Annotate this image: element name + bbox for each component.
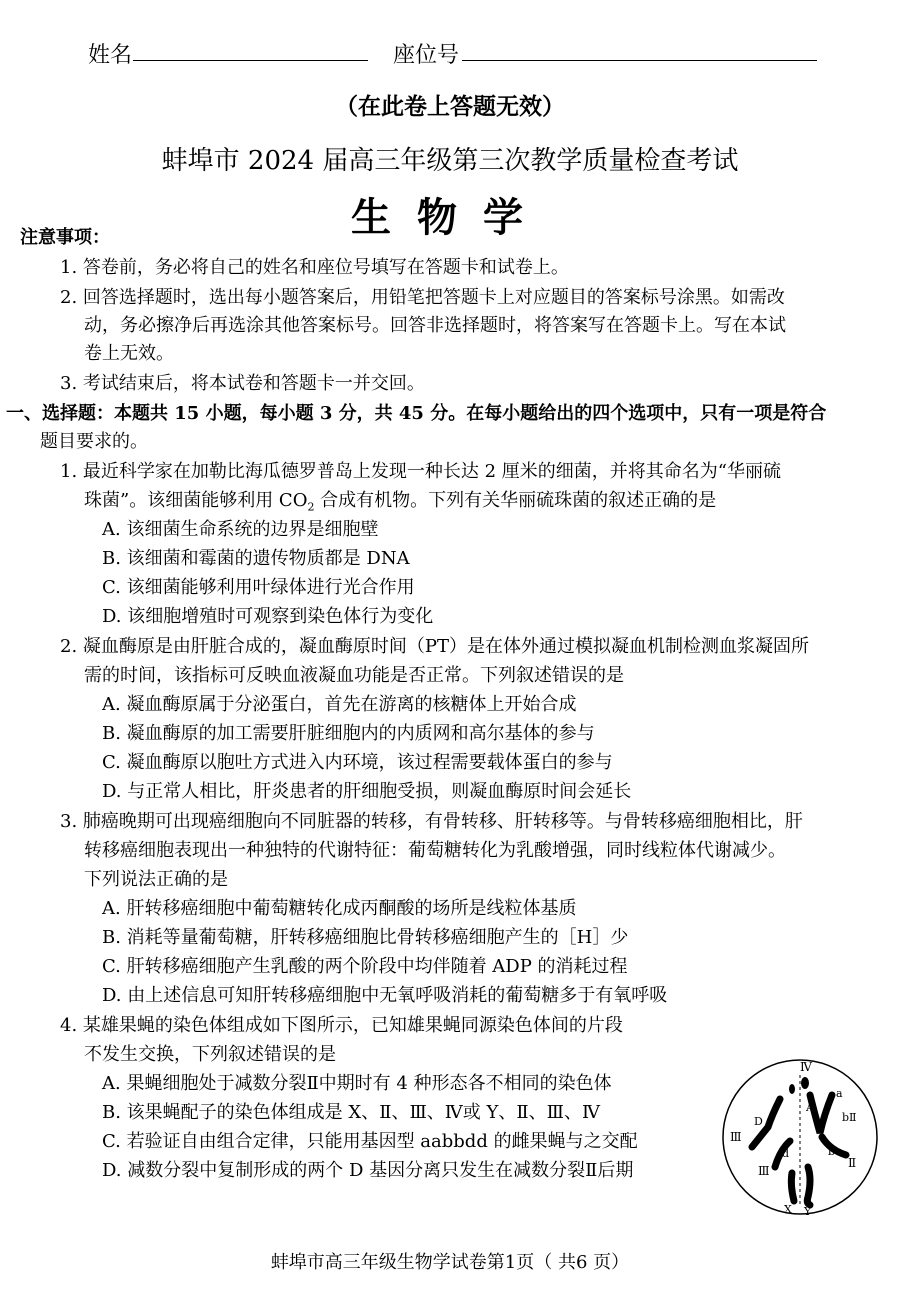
label-x: X	[784, 1203, 792, 1216]
name-label: 姓名	[88, 43, 133, 68]
section-heading-text: 一、选择题：本题共 15 小题，每小题 3 分，共 45 分。在每小题给出的四个选项中，只有一项是符合	[6, 403, 827, 424]
question-1-option-a: A. 该细菌生命系统的边界是细胞壁	[102, 519, 379, 540]
instruction-line: 2. 回答选择题时，选出每小题答案后，用铅笔把答题卡上对应题目的答案标号涂黑。如需改	[60, 287, 785, 308]
name-underline	[133, 60, 368, 61]
question-1-option-d: D. 该细胞增殖时可观察到染色体行为变化	[102, 606, 434, 627]
chromosome-y	[807, 1167, 810, 1205]
question-3-stem-cont2: 下列说法正确的是	[84, 869, 228, 890]
q1-co2-sub: 2	[307, 500, 315, 514]
exam-title: 蚌埠市 2024 届高三年级第三次教学质量检查考试	[161, 146, 739, 176]
label-b: b	[828, 1145, 836, 1158]
question-3-option-b: B. 消耗等量葡萄糖，肝转移癌细胞比骨转移癌细胞产生的［H］少	[102, 927, 629, 948]
name-field	[88, 38, 132, 69]
question-4-option-d: D. 减数分裂中复制形成的两个 D 基因分离只发生在减数分裂Ⅱ后期	[102, 1160, 634, 1181]
q1-stem-post: 合成有机物。下列有关华丽硫珠菌的叙述正确的是	[314, 490, 717, 511]
question-4-option-c: C. 若验证自由组合定律，只能用基因型 aabbdd 的雌果蝇与之交配	[102, 1131, 638, 1152]
question-1-stem-cont	[84, 489, 716, 520]
subject-title: 生物学	[351, 194, 549, 241]
instruction-line: 动，务必擦净后再选涂其他答案标号。回答非选择题时，将答案写在答题卡上。写在本试	[84, 315, 786, 336]
question-1-option-b: B. 该细菌和霉菌的遗传物质都是 DNA	[102, 548, 410, 569]
chromosome-figure	[720, 1055, 880, 1220]
q1-stem-pre: 珠菌”。该细菌能够利用 CO	[84, 490, 308, 511]
label-d-lower: d	[782, 1147, 790, 1160]
page-footer: 蚌埠市高三年级生物学试卷第1页（ 共6 页）	[270, 1252, 630, 1273]
label-iii-bottom: Ⅲ	[758, 1164, 770, 1178]
seat-underline	[462, 60, 817, 61]
label-y: Y	[804, 1205, 812, 1218]
question-3-option-a: A. 肝转移癌细胞中葡萄糖转化成丙酮酸的场所是线粒体基质	[102, 898, 577, 919]
label-a-lower: a	[836, 1087, 843, 1100]
question-2-stem: 2. 凝血酶原是由肝脏合成的，凝血酶原时间（PT）是在体外通过模拟凝血机制检测血浆凝固所	[60, 636, 810, 657]
label-a-upper: A	[806, 1101, 814, 1114]
chromosome-x	[791, 1173, 794, 1201]
question-2-option-c: C. 凝血酶原以胞吐方式进入内环境，该过程需要载体蛋白的参与	[102, 752, 613, 773]
question-4-option-a: A. 果蝇细胞处于减数分裂Ⅱ中期时有 4 种形态各不相同的染色体	[102, 1073, 612, 1094]
chromosome-iv-homolog	[789, 1084, 795, 1094]
question-2-option-d: D. 与正常人相比，肝炎患者的肝细胞受损，则凝血酶原时间会延长	[102, 781, 632, 802]
question-4-stem-cont: 不发生交换，下列叙述错误的是	[84, 1044, 336, 1065]
label-b-ii: bⅡ	[842, 1111, 857, 1124]
question-3-stem: 3. 肺癌晚期可出现癌细胞向不同脏器的转移，有骨转移、肝转移等。与骨转移癌细胞相比，肝	[60, 811, 803, 832]
question-4-option-b: B. 该果蝇配子的染色体组成是 X、Ⅱ、Ⅲ、Ⅳ或 Y、Ⅱ、Ⅲ、Ⅳ	[102, 1102, 600, 1123]
question-3-option-c: C. 肝转移癌细胞产生乳酸的两个阶段中均伴随着 ADP 的消耗过程	[102, 956, 628, 977]
question-4-stem: 4. 某雄果蝇的染色体组成如下图所示，已知雄果蝇同源染色体间的片段	[60, 1015, 623, 1036]
chromosome-iv	[801, 1077, 809, 1089]
label-iii-top: Ⅲ	[730, 1130, 742, 1144]
seat-field	[393, 38, 459, 69]
label-d-upper: D	[754, 1115, 763, 1128]
label-ii: Ⅱ	[848, 1156, 857, 1170]
question-2-option-a: A. 凝血酶原属于分泌蛋白，首先在游离的核糖体上开始合成	[102, 694, 577, 715]
question-3-option-d: D. 由上述信息可知肝转移癌细胞中无氧呼吸消耗的葡萄糖多于有氧呼吸	[102, 985, 668, 1006]
instructions-heading: 注意事项：	[20, 227, 110, 248]
question-2-stem-cont: 需的时间，该指标可反映血液凝血功能是否正常。下列叙述错误的是	[84, 665, 624, 686]
section-heading	[6, 402, 826, 426]
instruction-line: 卷上无效。	[84, 343, 174, 364]
section-heading-cont: 题目要求的。	[40, 431, 148, 452]
question-1-option-c: C. 该细菌能够利用叶绿体进行光合作用	[102, 577, 415, 598]
instruction-line: 3. 考试结束后，将本试卷和答题卡一并交回。	[60, 373, 425, 394]
seat-label: 座位号	[393, 43, 460, 68]
instruction-line: 1. 答卷前，务必将自己的姓名和座位号填写在答题卡和试卷上。	[60, 257, 569, 278]
question-3-stem-cont: 转移癌细胞表现出一种独特的代谢特征：葡萄糖转化为乳酸增强，同时线粒体代谢减少。	[84, 840, 786, 861]
no-answer-notice: （在此卷上答题无效）	[335, 93, 565, 120]
label-iv: Ⅳ	[800, 1060, 812, 1074]
question-2-option-b: B. 凝血酶原的加工需要肝脏细胞内的内质网和高尔基体的参与	[102, 723, 595, 744]
question-1-stem: 1. 最近科学家在加勒比海瓜德罗普岛上发现一种长达 2 厘米的细菌，并将其命名为“华丽硫	[60, 461, 781, 482]
